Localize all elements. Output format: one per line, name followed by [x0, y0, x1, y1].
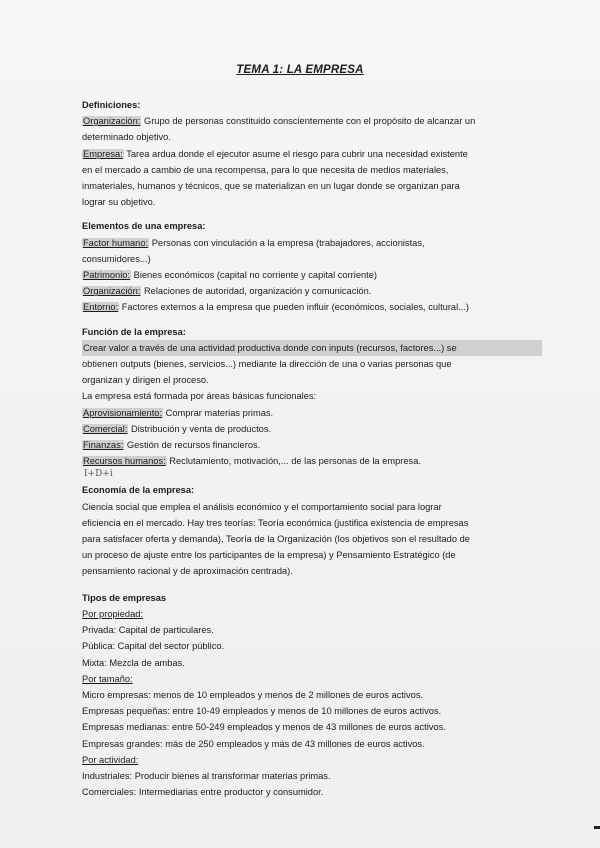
elem-entorno-line: [82, 299, 542, 315]
tipo-pequenas: Empresas pequeñas: entre 10-49 empleados y menos de 10 millones de euros activos.: [82, 706, 442, 717]
funcion-areas-intro: La empresa está formada por áreas básicas funcionales:: [82, 391, 317, 402]
elem-patrimonio-line: [82, 267, 542, 283]
elem-organizacion-line: [82, 283, 542, 299]
area-finanzas-line: [82, 437, 542, 453]
def-empresa-text-1: Tarea ardua donde el ejecutor asume el riesgo para cubrir una necesidad existente: [126, 148, 468, 159]
economia-text-1: Ciencia social que emplea el análisis económico y el comportamiento social para lograr: [82, 501, 442, 512]
elem-organizacion-text: Relaciones de autoridad, organización y comunicación.: [143, 286, 372, 297]
economia-text-4: un proceso de ajuste entre los participantes de la empresa) y Pensamiento Estratégico (de: [82, 550, 456, 561]
def-empresa-line-1: [82, 146, 542, 162]
area-comercial-line: [82, 421, 542, 437]
def-organizacion-text-2: determinado objetivo.: [82, 132, 171, 143]
def-empresa-text-4: lograr su objetivo.: [82, 197, 156, 208]
tipo-comerciales: Comerciales: Intermediarias entre productor y consumidor.: [82, 787, 324, 798]
tipo-mixta: Mixta: Mezcla de ambas.: [82, 657, 185, 668]
economia-text-2: eficiencia en el mercado. Hay tres teorías: Teoría económica (justifica existencia de empresas: [82, 517, 469, 528]
funcion-text-3: organizan y dirigen el proceso.: [82, 375, 209, 386]
elem-patrimonio-text: Bienes económicos (capital no corriente y capital corriente): [133, 270, 378, 281]
area-recursos-humanos-text: Reclutamiento, motivación,... de las personas de la empresa.: [169, 456, 421, 467]
def-empresa-text-2: en el mercado a cambio de una recompensa, para lo que necesita de medios materiales,: [82, 164, 449, 175]
tipo-industriales: Industriales: Producir bienes al transformar materias primas.: [82, 770, 331, 781]
tipos-heading: Tipos de empresas: [82, 592, 167, 603]
economia-heading: Economía de la empresa:: [82, 485, 195, 496]
definiciones-heading: Definiciones:: [82, 100, 141, 110]
area-comercial-text: Distribución y venta de productos.: [131, 423, 272, 434]
tipo-grandes: Empresas grandes: más de 250 empleados y más de 43 millones de euros activos.: [82, 738, 425, 749]
area-recursos-humanos-term: Recursos humanos:: [83, 456, 166, 467]
def-organizacion-line-1: [82, 113, 542, 129]
elem-entorno-term: Entorno:: [83, 302, 119, 313]
def-organizacion-term: Organización:: [83, 116, 141, 127]
tipos-por-propiedad: Por propiedad:: [82, 608, 143, 619]
elem-factor-humano-text-1: Personas con vinculación a la empresa (trabajadores, accionistas,: [151, 237, 425, 248]
def-empresa-term: Empresa:: [83, 148, 123, 159]
economia-text-3: para satisfacer oferta y demanda), Teoría de la Organización (los objetivos son el resultado de: [82, 534, 470, 545]
tipo-micro: Micro empresas: menos de 10 empleados y menos de 2 millones de euros activos.: [82, 689, 424, 700]
economia-text-5: pensamiento racional y de aproximación centrada).: [82, 566, 293, 577]
elem-patrimonio-term: Patrimonio:: [83, 270, 131, 281]
area-recursos-humanos-line: [82, 453, 542, 469]
document-body: [82, 97, 542, 800]
area-finanzas-term: Finanzas:: [83, 440, 124, 451]
tipos-por-tamano: Por tamaño:: [82, 673, 133, 684]
elementos-heading: Elementos de una empresa:: [82, 221, 206, 232]
handwritten-note: I+D+i: [84, 469, 113, 480]
elem-entorno-text: Factores externos a la empresa que pueden influir (económicos, sociales, cultural...): [121, 302, 470, 313]
elem-factor-humano-line: [82, 235, 542, 251]
elem-organizacion-term: Organización:: [83, 286, 141, 297]
tipo-medianas: Empresas medianas: entre 50-249 empleados y menos de 43 millones de euros activos.: [82, 722, 446, 733]
def-organizacion-text-1: Grupo de personas constituido conscientemente con el propósito de alcanzar un: [143, 116, 476, 127]
funcion-heading: Función de la empresa:: [82, 326, 186, 337]
page-edge-mark: [594, 826, 600, 829]
page-title: TEMA 1: LA EMPRESA: [236, 64, 364, 76]
funcion-text-1: Crear valor a través de una actividad productiva donde con inputs (recursos, factores...) se: [82, 340, 542, 356]
area-aprovisionamiento-term: Aprovisionamiento:: [83, 407, 163, 418]
funcion-text-2: obtienen outputs (bienes, servicios...) mediante la dirección de una o varias personas que: [82, 359, 452, 370]
elem-factor-humano-text-2: consumidores...): [82, 253, 151, 264]
tipos-por-actividad: Por actividad:: [82, 754, 139, 765]
area-aprovisionamiento-line: [82, 405, 542, 421]
tipo-publica: Pública: Capital del sector público.: [82, 641, 225, 652]
def-empresa-text-3: inmateriales, humanos y técnicos, que se materializan en un lugar donde se organizan para: [82, 181, 460, 192]
area-finanzas-text: Gestión de recursos financieros.: [126, 440, 261, 451]
elem-factor-humano-term: Factor humano:: [83, 237, 149, 248]
area-aprovisionamiento-text: Comprar materias primas.: [165, 407, 274, 418]
tipo-privada: Privada: Capital de particulares.: [82, 625, 214, 636]
area-comercial-term: Comercial:: [83, 423, 128, 434]
